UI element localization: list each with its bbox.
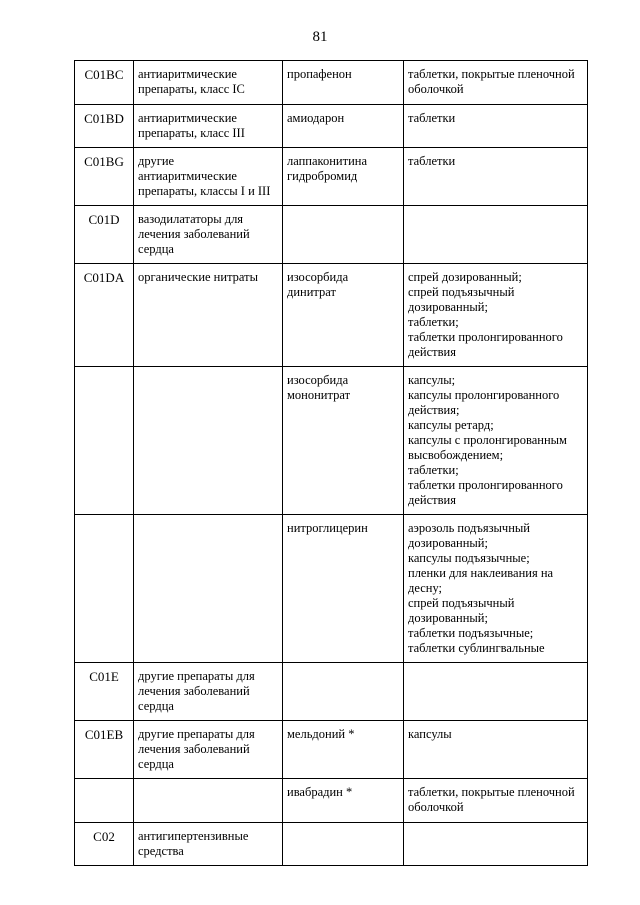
dosage-forms-line: оболочкой	[408, 82, 464, 96]
pharmacological-group-line: средства	[138, 844, 184, 858]
dosage-forms-cell	[404, 264, 588, 367]
table-row	[75, 779, 588, 823]
dosage-forms-line: таблетки сублингвальные	[408, 641, 545, 655]
atc-code-cell: C01DA	[75, 264, 134, 367]
pharmacological-group-line: лечения заболеваний	[138, 684, 250, 698]
dosage-forms-line: таблетки, покрытые пленочной	[408, 785, 575, 799]
pharmacological-group-line: препараты, класс III	[138, 126, 245, 140]
dosage-forms-line: высвобождением;	[408, 448, 504, 462]
pharmacological-group-cell	[134, 148, 283, 206]
dosage-forms-line: таблетки, покрытые пленочной	[408, 67, 575, 81]
drug-name-cell	[283, 105, 404, 148]
dosage-forms-line: пленки для наклеивания на	[408, 566, 554, 580]
dosage-forms-line: капсулы пролонгированного	[408, 388, 560, 402]
dosage-forms-cell	[404, 206, 588, 264]
pharmacological-group-cell	[134, 721, 283, 779]
page-number: 81	[312, 29, 328, 45]
drug-name-cell	[283, 823, 404, 866]
drug-name-cell	[283, 264, 404, 367]
dosage-forms-line: действия	[408, 345, 456, 359]
dosage-forms-line: десну;	[408, 581, 443, 595]
drug-name-cell	[283, 721, 404, 779]
dosage-forms-line: таблетки;	[408, 315, 459, 329]
drug-name-line: гидробромид	[287, 169, 358, 183]
pharmacological-group-line: препараты, класс IC	[138, 82, 245, 96]
pharmacological-group-line: препараты, классы I и III	[138, 184, 271, 198]
dosage-forms-cell	[404, 61, 588, 105]
drug-name-line: амиодарон	[287, 111, 345, 125]
atc-code-cell: C01BG	[75, 148, 134, 206]
drug-name-cell	[283, 206, 404, 264]
dosage-forms-line: капсулы;	[408, 373, 456, 387]
drug-name-line: мононитрат	[287, 388, 351, 402]
pharmacological-group-line: антиаритмические	[138, 67, 237, 81]
pharmacological-group-cell	[134, 105, 283, 148]
table-row	[75, 148, 588, 206]
pharmacological-group-line: вазодилататоры для	[138, 212, 244, 226]
drug-name-line: динитрат	[287, 285, 336, 299]
pharmacological-group-line: лечения заболеваний	[138, 742, 250, 756]
atc-code-cell	[75, 515, 134, 663]
atc-code-cell	[75, 367, 134, 515]
dosage-forms-cell	[404, 721, 588, 779]
drug-name-cell	[283, 61, 404, 105]
drug-table-body	[75, 61, 588, 866]
dosage-forms-cell	[404, 515, 588, 663]
dosage-forms-line: действия	[408, 493, 456, 507]
dosage-forms-line: таблетки	[408, 154, 456, 168]
drug-name-line: изосорбида	[287, 373, 349, 387]
table-row	[75, 367, 588, 515]
dosage-forms-cell	[404, 367, 588, 515]
pharmacological-group-cell	[134, 823, 283, 866]
dosage-forms-line: дозированный;	[408, 300, 488, 314]
dosage-forms-cell	[404, 823, 588, 866]
dosage-forms-line: капсулы	[408, 727, 452, 741]
drug-table	[74, 60, 588, 866]
drug-name-cell	[283, 663, 404, 721]
atc-code-cell: C02	[75, 823, 134, 866]
pharmacological-group-line: другие	[138, 154, 175, 168]
dosage-forms-cell	[404, 663, 588, 721]
dosage-forms-line: таблетки;	[408, 463, 459, 477]
pharmacological-group-cell	[134, 61, 283, 105]
pharmacological-group-line: другие препараты для	[138, 727, 255, 741]
dosage-forms-line: таблетки пролонгированного	[408, 330, 563, 344]
pharmacological-group-cell	[134, 206, 283, 264]
drug-name-line: нитроглицерин	[287, 521, 368, 535]
atc-code-cell: C01D	[75, 206, 134, 264]
atc-code-cell: C01BD	[75, 105, 134, 148]
pharmacological-group-cell	[134, 515, 283, 663]
dosage-forms-line: аэрозоль подъязычный	[408, 521, 530, 535]
dosage-forms-cell	[404, 105, 588, 148]
dosage-forms-line: оболочкой	[408, 800, 464, 814]
drug-name-cell	[283, 148, 404, 206]
table-row	[75, 61, 588, 105]
table-row	[75, 823, 588, 866]
dosage-forms-line: капсулы с пролонгированным	[408, 433, 567, 447]
atc-code-cell: C01BC	[75, 61, 134, 105]
dosage-forms-line: таблетки пролонгированного	[408, 478, 563, 492]
table-row	[75, 206, 588, 264]
dosage-forms-line: спрей подъязычный	[408, 285, 515, 299]
pharmacological-group-line: сердца	[138, 757, 174, 771]
table-row	[75, 105, 588, 148]
drug-name-line: ивабрадин *	[287, 785, 353, 799]
atc-code-cell	[75, 779, 134, 823]
dosage-forms-line: действия;	[408, 403, 460, 417]
dosage-forms-line: таблетки	[408, 111, 456, 125]
dosage-forms-cell	[404, 779, 588, 823]
drug-name-cell	[283, 367, 404, 515]
pharmacological-group-line: антиаритмические	[138, 169, 237, 183]
atc-code-cell: C01EB	[75, 721, 134, 779]
pharmacological-group-cell	[134, 779, 283, 823]
dosage-forms-line: спрей дозированный;	[408, 270, 522, 284]
pharmacological-group-line: сердца	[138, 699, 174, 713]
pharmacological-group-line: антигипертензивные	[138, 829, 249, 843]
pharmacological-group-line: органические нитраты	[138, 270, 259, 284]
pharmacological-group-cell	[134, 264, 283, 367]
drug-name-cell	[283, 779, 404, 823]
drug-name-line: мельдоний *	[287, 727, 355, 741]
pharmacological-group-line: сердца	[138, 242, 174, 256]
pharmacological-group-cell	[134, 663, 283, 721]
pharmacological-group-line: антиаритмические	[138, 111, 237, 125]
dosage-forms-line: капсулы ретард;	[408, 418, 494, 432]
dosage-forms-line: дозированный;	[408, 536, 488, 550]
table-row	[75, 721, 588, 779]
table-row	[75, 264, 588, 367]
table-row	[75, 515, 588, 663]
dosage-forms-cell	[404, 148, 588, 206]
dosage-forms-line: таблетки подъязычные;	[408, 626, 534, 640]
dosage-forms-line: дозированный;	[408, 611, 488, 625]
drug-name-line: изосорбида	[287, 270, 349, 284]
drug-name-cell	[283, 515, 404, 663]
drug-name-line: пропафенон	[287, 67, 352, 81]
atc-code-cell: C01E	[75, 663, 134, 721]
dosage-forms-line: капсулы подъязычные;	[408, 551, 530, 565]
drug-name-line: лаппаконитина	[287, 154, 368, 168]
pharmacological-group-cell	[134, 367, 283, 515]
dosage-forms-line: спрей подъязычный	[408, 596, 515, 610]
pharmacological-group-line: другие препараты для	[138, 669, 255, 683]
table-row	[75, 663, 588, 721]
pharmacological-group-line: лечения заболеваний	[138, 227, 250, 241]
